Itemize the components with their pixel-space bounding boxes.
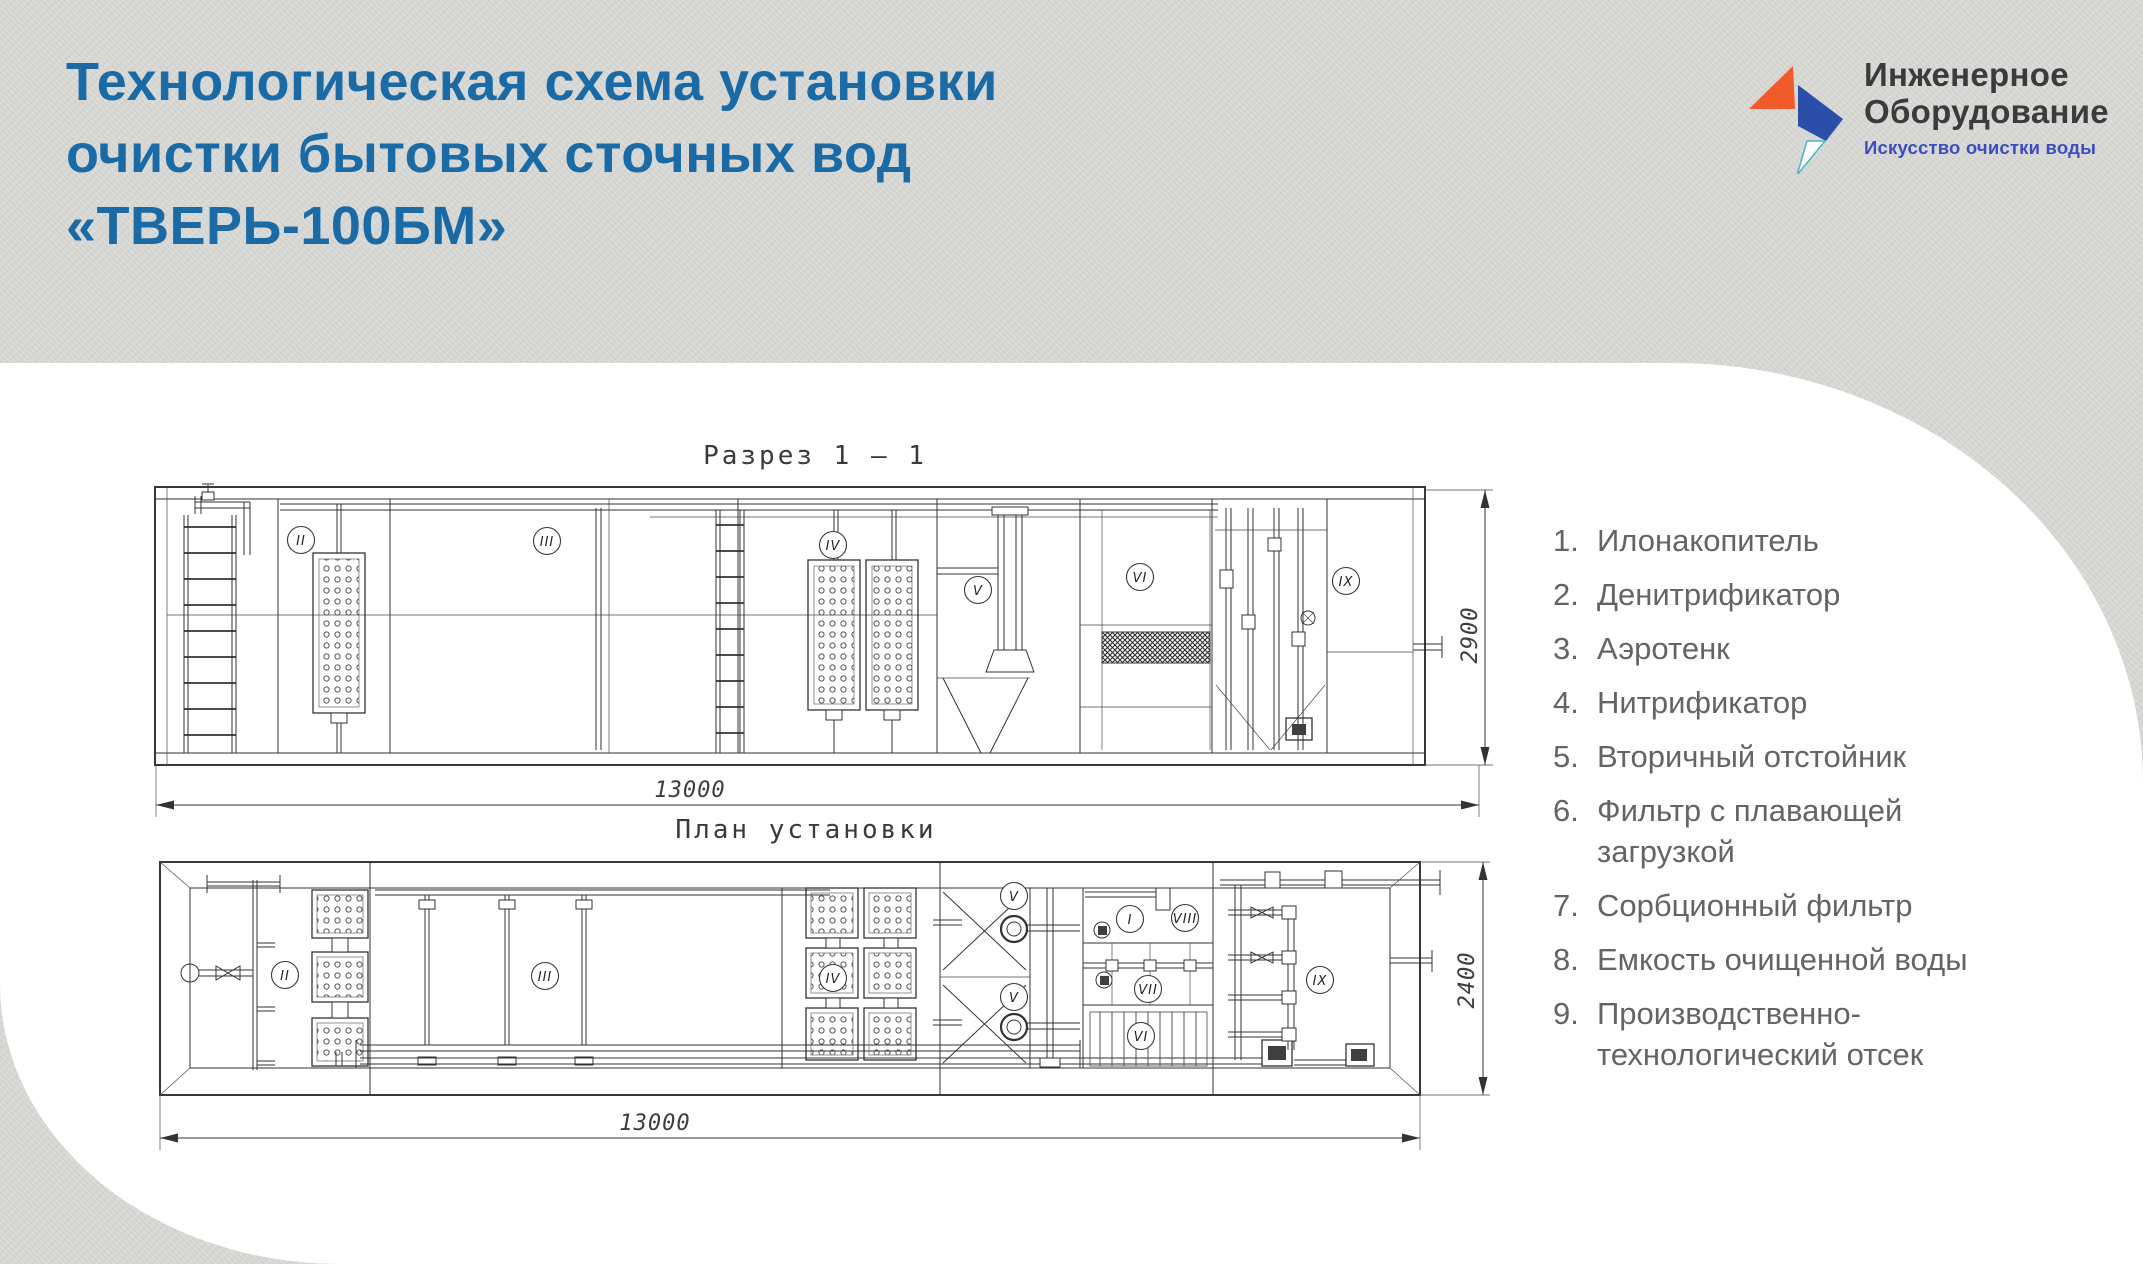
plan-badge-v-lower: V — [1009, 991, 1019, 1006]
plan-view — [160, 815, 1490, 1150]
section-filter-band — [1080, 510, 1212, 750]
section-width-label: 13000 — [654, 778, 726, 803]
section-badge-iii: III — [539, 535, 555, 550]
plan-badge-vi: VI — [1133, 1030, 1149, 1045]
list-item — [1553, 939, 2023, 980]
page-title-line-2: очистки бытовых сточных вод — [66, 124, 912, 184]
legend-item-text: Емкость очищенной воды — [1597, 942, 1968, 977]
section-pipe-gallery — [1215, 508, 1327, 750]
plan-badge-v-upper: V — [1009, 890, 1019, 905]
list-item — [1553, 885, 2023, 926]
legend-item-number: 1. — [1553, 523, 1579, 558]
page-title-line-3: «ТВЕРЬ-100БМ» — [66, 196, 508, 256]
list-item — [1553, 574, 2023, 615]
legend-item-text: Сорбционный фильтр — [1597, 888, 1913, 923]
logo-tagline: Искусство очистки воды — [1864, 137, 2097, 158]
company-logo — [1748, 44, 2109, 174]
section-title-label: Разрез 1 – 1 — [703, 441, 927, 471]
legend-item-number: 3. — [1553, 631, 1579, 666]
plan-clarifier-zone — [933, 888, 1080, 1068]
legend-item-text: Аэротенк — [1597, 631, 1730, 666]
section-view — [155, 441, 1493, 817]
list-item — [1553, 736, 2023, 777]
plan-width-label: 13000 — [619, 1111, 691, 1136]
legend-item-number: 5. — [1553, 739, 1579, 774]
legend-item-number: 9. — [1553, 996, 1579, 1031]
plan-title-label: План установки — [675, 815, 937, 845]
legend-item-number: 2. — [1553, 577, 1579, 612]
plan-height-dimension — [1420, 862, 1490, 1095]
section-inlet-pipe — [195, 484, 250, 555]
logo-name-line-2: Оборудование — [1864, 93, 2109, 130]
section-width-dimension — [156, 765, 1479, 817]
section-height-label: 2900 — [1458, 606, 1483, 664]
legend-item-text: Илонакопитель — [1597, 523, 1819, 558]
section-badge-ii: II — [296, 534, 306, 549]
legend-item-number: 8. — [1553, 942, 1579, 977]
section-badge-ix: IX — [1338, 575, 1354, 590]
section-compartment-walls — [278, 499, 1327, 753]
section-height-dimension — [1425, 490, 1493, 765]
plan-inlet-assembly — [181, 875, 280, 1070]
legend-item-text: Нитрификатор — [1597, 685, 1808, 720]
logo-pinwheel-icon — [1748, 44, 1852, 174]
plan-badge-vii: VII — [1138, 983, 1158, 998]
logo-text — [1864, 44, 2109, 159]
legend-item-number: 7. — [1553, 888, 1579, 923]
logo-name-line-1: Инженерное — [1864, 56, 2069, 93]
plan-badge-iii: III — [537, 970, 553, 985]
section-top-pipe — [280, 504, 1218, 510]
section-clarifier — [937, 507, 1034, 753]
section-badge-v: V — [973, 584, 983, 599]
page-title — [66, 46, 998, 262]
section-ix-details — [1301, 611, 1442, 658]
list-item — [1553, 682, 2023, 723]
legend-list — [1553, 520, 2023, 1088]
plan-badge-i: I — [1127, 913, 1133, 928]
legend-item-text: Фильтр с плавающей загрузкой — [1597, 793, 1903, 869]
technical-drawing — [90, 420, 1550, 1160]
section-badge-vi: VI — [1132, 571, 1148, 586]
plan-badge-viii: VIII — [1172, 912, 1198, 927]
plan-width-dimension — [160, 1095, 1420, 1150]
plan-badge-iv: IV — [825, 972, 841, 987]
plan-height-label: 2400 — [1455, 951, 1480, 1009]
section-badge-iv: IV — [825, 539, 841, 554]
legend-item-text: Производственно-технологический отсек — [1597, 996, 1924, 1072]
plan-badge-ix: IX — [1312, 974, 1328, 989]
list-item — [1553, 993, 2023, 1075]
list-item — [1553, 520, 2023, 561]
section-ladder-middle — [716, 510, 744, 753]
legend-item-number: 6. — [1553, 793, 1579, 828]
plan-badge-ii: II — [280, 969, 290, 984]
section-perforated-panel-1 — [313, 504, 365, 753]
legend-item-text: Денитрификатор — [1597, 577, 1841, 612]
section-ladder-left — [184, 515, 236, 753]
list-item — [1553, 790, 2023, 872]
plan-aerotank-pipes — [375, 890, 830, 1065]
plan-perforated-column — [312, 890, 368, 1066]
legend-item-text: Вторичный отстойник — [1597, 739, 1907, 774]
plan-ix-piping — [1220, 870, 1440, 1066]
legend-item-number: 4. — [1553, 685, 1579, 720]
section-pipe-iii — [596, 508, 601, 750]
list-item — [1553, 628, 2023, 669]
page-title-line-1: Технологическая схема установки — [66, 52, 998, 112]
